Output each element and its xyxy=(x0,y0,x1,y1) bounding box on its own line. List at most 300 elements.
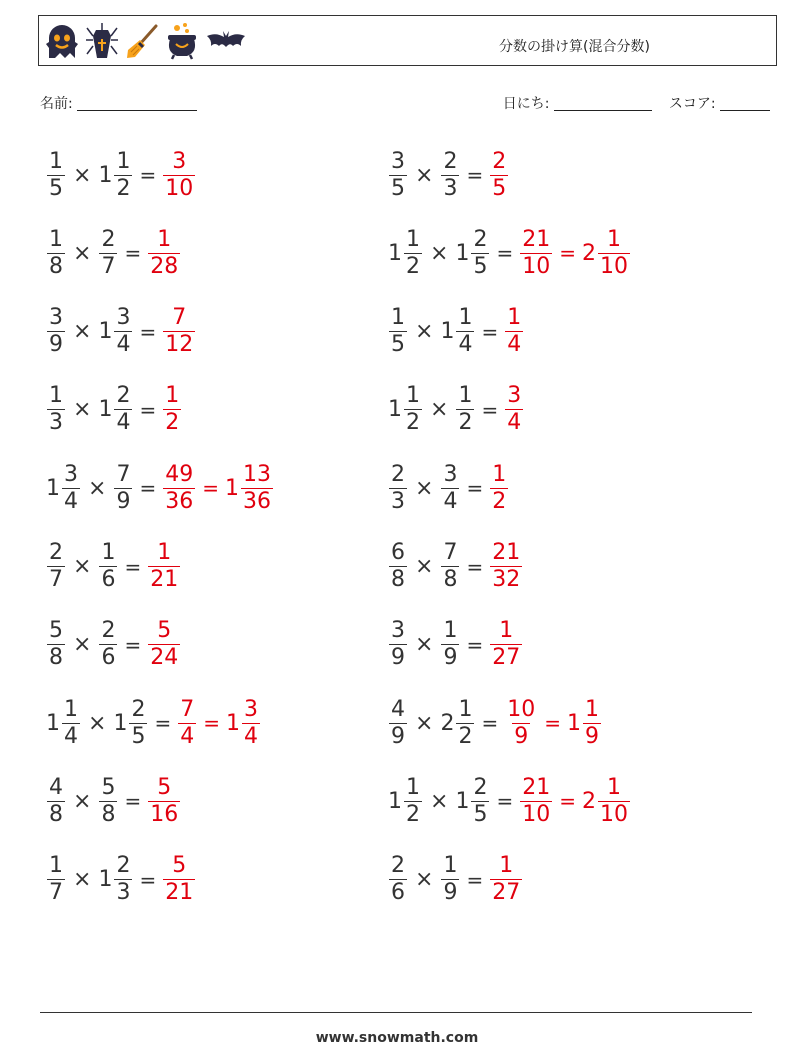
numerator: 3 xyxy=(64,461,78,487)
denominator: 9 xyxy=(391,723,405,749)
answer-fraction xyxy=(162,855,196,904)
score-blank[interactable] xyxy=(720,96,770,111)
answer xyxy=(519,226,631,279)
operand-b xyxy=(98,307,133,356)
denominator: 10 xyxy=(599,253,628,279)
denominator: 24 xyxy=(150,645,179,671)
fraction xyxy=(99,226,117,279)
numerator: 1 xyxy=(165,383,180,409)
denominator: 10 xyxy=(522,253,551,279)
operand-a xyxy=(388,620,408,669)
denominator: 21 xyxy=(150,567,179,592)
whole-number: 1 xyxy=(98,162,113,188)
operand-b xyxy=(455,385,475,434)
operand-b xyxy=(98,385,133,434)
denominator: 27 xyxy=(492,645,521,671)
operand-a xyxy=(46,226,66,279)
header-box xyxy=(38,15,777,66)
denominator: 36 xyxy=(165,488,194,514)
times-sign: × xyxy=(430,240,449,266)
problem-15 xyxy=(46,688,261,758)
denominator: 12 xyxy=(165,332,194,358)
equals-sign: = xyxy=(124,241,142,266)
operand-b xyxy=(440,620,460,669)
times-sign: × xyxy=(415,162,434,188)
denominator: 7 xyxy=(101,253,116,279)
denominator: 4 xyxy=(64,723,78,749)
operand-b xyxy=(455,226,490,279)
denominator: 8 xyxy=(49,253,63,279)
score-label: スコア: xyxy=(668,96,716,112)
fraction xyxy=(62,696,80,749)
answer-equals-sign: = xyxy=(203,711,220,736)
equals-sign: = xyxy=(139,476,157,501)
whole-number: 1 xyxy=(388,788,402,814)
fraction xyxy=(456,307,474,356)
denominator: 2 xyxy=(492,488,507,514)
fraction xyxy=(178,696,196,749)
fraction xyxy=(114,307,132,356)
answer-fraction xyxy=(162,148,196,201)
problem-14 xyxy=(388,610,523,680)
problem-20 xyxy=(388,845,523,915)
denominator: 4 xyxy=(180,723,195,749)
fraction xyxy=(47,226,65,279)
denominator: 3 xyxy=(443,175,458,201)
fraction xyxy=(456,385,474,434)
answer xyxy=(504,696,602,749)
times-sign: × xyxy=(73,319,92,345)
fraction xyxy=(505,307,523,356)
denominator: 6 xyxy=(101,567,116,592)
problem-11 xyxy=(46,532,181,602)
answer-fraction xyxy=(489,148,509,201)
denominator: 5 xyxy=(492,175,507,201)
numerator: 2 xyxy=(101,618,116,644)
equals-sign: = xyxy=(124,632,142,657)
operand-b xyxy=(440,542,460,591)
fraction xyxy=(99,620,117,669)
numerator: 1 xyxy=(584,696,599,722)
operand-b xyxy=(98,148,133,201)
fraction xyxy=(148,774,180,827)
whole-number: 1 xyxy=(98,867,113,893)
times-sign: × xyxy=(430,788,449,814)
numerator: 1 xyxy=(157,540,172,565)
whole-number: 1 xyxy=(440,319,455,345)
times-sign: × xyxy=(73,632,92,658)
problem-18 xyxy=(388,766,631,836)
numerator: 5 xyxy=(101,774,116,800)
equals-sign: = xyxy=(139,867,157,892)
answer xyxy=(147,620,181,669)
numerator: 1 xyxy=(406,226,420,252)
numerator: 1 xyxy=(49,226,63,252)
numerator: 7 xyxy=(180,696,195,722)
operand-a xyxy=(46,307,66,356)
numerator: 1 xyxy=(157,226,172,252)
denominator: 36 xyxy=(242,488,271,514)
numerator: 1 xyxy=(458,696,473,722)
numerator: 2 xyxy=(49,540,63,565)
numerator: 2 xyxy=(492,148,507,174)
denominator: 2 xyxy=(116,175,131,201)
problem-4 xyxy=(388,218,631,288)
numerator: 1 xyxy=(443,618,458,644)
fraction xyxy=(242,696,260,749)
operand-b xyxy=(98,226,118,279)
numerator: 2 xyxy=(101,226,116,252)
whole-number: 1 xyxy=(113,710,128,736)
operand-a xyxy=(388,461,408,514)
operand-a xyxy=(388,774,423,827)
numerator: 2 xyxy=(473,774,488,800)
fraction xyxy=(505,385,523,434)
times-sign: × xyxy=(73,397,92,423)
answer-fraction xyxy=(162,307,196,356)
numerator: 21 xyxy=(492,540,521,565)
denominator: 27 xyxy=(492,880,521,906)
answer xyxy=(504,307,524,356)
fraction xyxy=(471,774,489,827)
denominator: 9 xyxy=(584,723,599,749)
denominator: 32 xyxy=(492,567,521,592)
operand-a xyxy=(388,855,408,904)
fraction xyxy=(389,696,407,749)
fraction xyxy=(389,307,407,356)
denominator: 4 xyxy=(64,488,78,514)
answer xyxy=(504,385,524,434)
equals-sign: = xyxy=(481,397,499,422)
denominator: 4 xyxy=(507,410,522,436)
numerator: 2 xyxy=(131,696,146,722)
denominator: 2 xyxy=(458,410,473,436)
numerator: 3 xyxy=(172,148,187,174)
fraction xyxy=(114,148,132,201)
ghost-icon xyxy=(45,22,79,60)
answer xyxy=(489,542,523,591)
answer-fraction xyxy=(489,461,509,514)
operand-b xyxy=(98,855,133,904)
fraction xyxy=(47,148,65,201)
operand-a xyxy=(388,226,423,279)
fraction xyxy=(441,461,459,514)
operand-a xyxy=(46,542,66,591)
fraction xyxy=(163,855,195,904)
operand-b xyxy=(440,461,460,514)
fraction xyxy=(404,226,422,279)
fraction xyxy=(389,855,407,904)
numerator: 1 xyxy=(606,774,621,800)
answer xyxy=(162,385,182,434)
numerator: 1 xyxy=(49,853,63,879)
problem-12 xyxy=(388,532,523,602)
numerator: 1 xyxy=(116,148,131,174)
problem-7 xyxy=(46,375,182,445)
denominator: 6 xyxy=(391,880,405,906)
denominator: 3 xyxy=(49,410,63,436)
equals-sign: = xyxy=(466,163,484,187)
denominator: 5 xyxy=(391,175,405,201)
denominator: 8 xyxy=(391,567,405,592)
name-blank[interactable] xyxy=(77,96,197,111)
problem-9 xyxy=(46,453,274,523)
numerator: 1 xyxy=(492,461,507,487)
problem-1 xyxy=(46,140,196,210)
problem-6 xyxy=(388,297,524,367)
fraction xyxy=(114,461,132,514)
whole-number: 2 xyxy=(581,240,596,266)
date-blank[interactable] xyxy=(554,96,652,111)
answer xyxy=(177,696,261,749)
denominator: 8 xyxy=(443,567,458,592)
answer xyxy=(147,226,181,279)
equals-sign: = xyxy=(139,319,157,344)
operand-a xyxy=(388,148,408,201)
whole-number: 2 xyxy=(581,788,596,814)
answer-fraction xyxy=(147,620,181,669)
problem-2 xyxy=(388,140,509,210)
fraction xyxy=(490,620,522,669)
operand-a xyxy=(388,307,408,356)
numerator: 1 xyxy=(458,305,473,331)
operand-a xyxy=(46,385,66,434)
answer-fraction xyxy=(147,774,181,827)
whole-number: 1 xyxy=(388,240,402,266)
answer xyxy=(162,148,196,201)
numerator: 21 xyxy=(522,226,551,252)
numerator: 1 xyxy=(49,383,63,409)
equals-sign: = xyxy=(496,241,514,266)
denominator: 7 xyxy=(49,567,63,592)
numerator: 2 xyxy=(391,853,405,879)
denominator: 21 xyxy=(165,880,194,906)
denominator: 9 xyxy=(443,645,458,671)
operand-b xyxy=(440,307,475,356)
numerator: 1 xyxy=(458,383,473,409)
numerator: 1 xyxy=(443,853,458,879)
equals-sign: = xyxy=(481,319,499,344)
problem-13 xyxy=(46,610,181,680)
answer-fraction xyxy=(162,461,196,514)
answer xyxy=(489,855,523,904)
times-sign: × xyxy=(415,319,434,345)
answer-fraction xyxy=(147,226,181,279)
fraction xyxy=(99,774,117,827)
answer xyxy=(162,461,274,514)
operand-a xyxy=(388,696,408,749)
operand-a xyxy=(388,385,423,434)
numerator: 7 xyxy=(116,461,131,487)
equals-sign: = xyxy=(124,554,142,579)
fraction xyxy=(471,226,489,279)
numerator: 2 xyxy=(391,461,405,487)
answer-fraction xyxy=(162,385,182,434)
answer-fraction xyxy=(489,855,523,904)
times-sign: × xyxy=(415,475,434,501)
fraction xyxy=(404,774,422,827)
denominator: 10 xyxy=(599,801,628,827)
fraction xyxy=(389,542,407,591)
denominator: 4 xyxy=(443,488,458,514)
answer-fraction xyxy=(581,774,631,827)
fraction xyxy=(598,774,630,827)
answer xyxy=(147,542,181,591)
whole-number: 1 xyxy=(455,788,470,814)
answer-fraction xyxy=(566,696,602,749)
denominator: 10 xyxy=(522,801,551,827)
fraction xyxy=(47,620,65,669)
answer-fraction xyxy=(504,696,538,749)
fraction xyxy=(598,226,630,279)
times-sign: × xyxy=(415,867,434,893)
fraction xyxy=(583,696,601,749)
worksheet-title: 分数の掛け算(混合分数) xyxy=(499,39,650,55)
fraction xyxy=(441,148,459,201)
fraction xyxy=(47,307,65,356)
equals-sign: = xyxy=(496,789,514,814)
fraction xyxy=(148,542,180,591)
operand-b xyxy=(455,774,490,827)
fraction xyxy=(520,774,552,827)
numerator: 3 xyxy=(391,618,405,644)
operand-b xyxy=(98,774,118,827)
numerator: 3 xyxy=(116,305,131,331)
answer-fraction xyxy=(225,696,261,749)
equals-sign: = xyxy=(466,867,484,892)
answer xyxy=(162,855,196,904)
name-label: 名前: xyxy=(40,96,73,112)
answer-fraction xyxy=(224,461,274,514)
answer-fraction xyxy=(489,542,523,591)
operand-a xyxy=(46,620,66,669)
fraction xyxy=(441,542,459,591)
numerator: 1 xyxy=(406,774,420,800)
times-sign: × xyxy=(415,710,434,736)
answer-fraction xyxy=(147,542,181,591)
fraction xyxy=(456,696,474,749)
problem-17 xyxy=(46,766,181,836)
fraction xyxy=(163,385,181,434)
fraction xyxy=(241,461,273,514)
operand-a xyxy=(46,461,81,514)
fraction xyxy=(148,620,180,669)
numerator: 5 xyxy=(157,618,172,644)
operand-a xyxy=(46,774,66,827)
equals-sign: = xyxy=(481,711,499,736)
broom-icon xyxy=(125,22,159,60)
denominator: 8 xyxy=(49,645,63,671)
whole-number: 1 xyxy=(224,475,239,501)
numerator: 10 xyxy=(507,696,536,722)
numerator: 1 xyxy=(101,540,116,565)
denominator: 3 xyxy=(391,488,405,514)
whole-number: 2 xyxy=(440,710,455,736)
denominator: 8 xyxy=(101,801,116,827)
problem-5 xyxy=(46,297,196,367)
numerator: 2 xyxy=(116,853,131,879)
problem-8 xyxy=(388,375,524,445)
numerator: 1 xyxy=(499,618,514,644)
equals-sign: = xyxy=(124,789,142,814)
fraction xyxy=(490,148,508,201)
answer-fraction xyxy=(519,774,553,827)
whole-number: 1 xyxy=(98,319,113,345)
numerator: 5 xyxy=(157,774,172,800)
times-sign: × xyxy=(73,240,92,266)
denominator: 2 xyxy=(406,801,420,827)
whole-number: 1 xyxy=(566,710,581,736)
fraction xyxy=(404,385,422,434)
fraction xyxy=(163,307,195,356)
operand-a xyxy=(388,542,408,591)
fraction xyxy=(163,148,195,201)
whole-number: 1 xyxy=(225,710,240,736)
numerator: 1 xyxy=(499,853,514,879)
fraction xyxy=(505,696,537,749)
date-score-fields xyxy=(503,93,770,113)
operand-b xyxy=(440,855,460,904)
answer-fraction xyxy=(519,226,553,279)
denominator: 8 xyxy=(49,801,63,827)
numerator: 13 xyxy=(242,461,271,487)
problem-19 xyxy=(46,845,196,915)
operand-a xyxy=(46,696,81,749)
operand-a xyxy=(46,855,66,904)
fraction xyxy=(389,148,407,201)
denominator: 10 xyxy=(165,175,194,201)
fraction xyxy=(148,226,180,279)
denominator: 9 xyxy=(514,723,529,749)
numerator: 21 xyxy=(522,774,551,800)
numerator: 5 xyxy=(172,853,187,879)
answer xyxy=(489,461,509,514)
operand-b xyxy=(440,696,475,749)
denominator: 4 xyxy=(116,410,131,436)
denominator: 6 xyxy=(101,645,116,671)
times-sign: × xyxy=(88,710,107,736)
numerator: 2 xyxy=(116,383,131,409)
fraction xyxy=(129,696,147,749)
operand-a xyxy=(46,148,66,201)
operand-b xyxy=(440,148,460,201)
numerator: 1 xyxy=(49,148,63,174)
numerator: 6 xyxy=(391,540,405,565)
numerator: 1 xyxy=(391,305,405,331)
fraction xyxy=(163,461,195,514)
date-label: 日にち: xyxy=(502,96,550,112)
numerator: 1 xyxy=(406,383,420,409)
numerator: 5 xyxy=(49,618,63,644)
denominator: 4 xyxy=(116,332,131,358)
denominator: 2 xyxy=(458,723,473,749)
denominator: 2 xyxy=(406,410,420,436)
numerator: 3 xyxy=(443,461,458,487)
equals-sign: = xyxy=(466,476,484,501)
operand-b xyxy=(98,620,118,669)
denominator: 4 xyxy=(507,332,522,358)
answer xyxy=(489,620,523,669)
operand-b xyxy=(113,696,148,749)
equals-sign: = xyxy=(466,632,484,657)
equals-sign: = xyxy=(139,163,157,187)
equals-sign: = xyxy=(466,554,484,579)
numerator: 3 xyxy=(243,696,258,722)
fraction xyxy=(47,855,65,904)
denominator: 5 xyxy=(391,332,405,358)
numerator: 1 xyxy=(64,696,78,722)
denominator: 16 xyxy=(150,801,179,827)
